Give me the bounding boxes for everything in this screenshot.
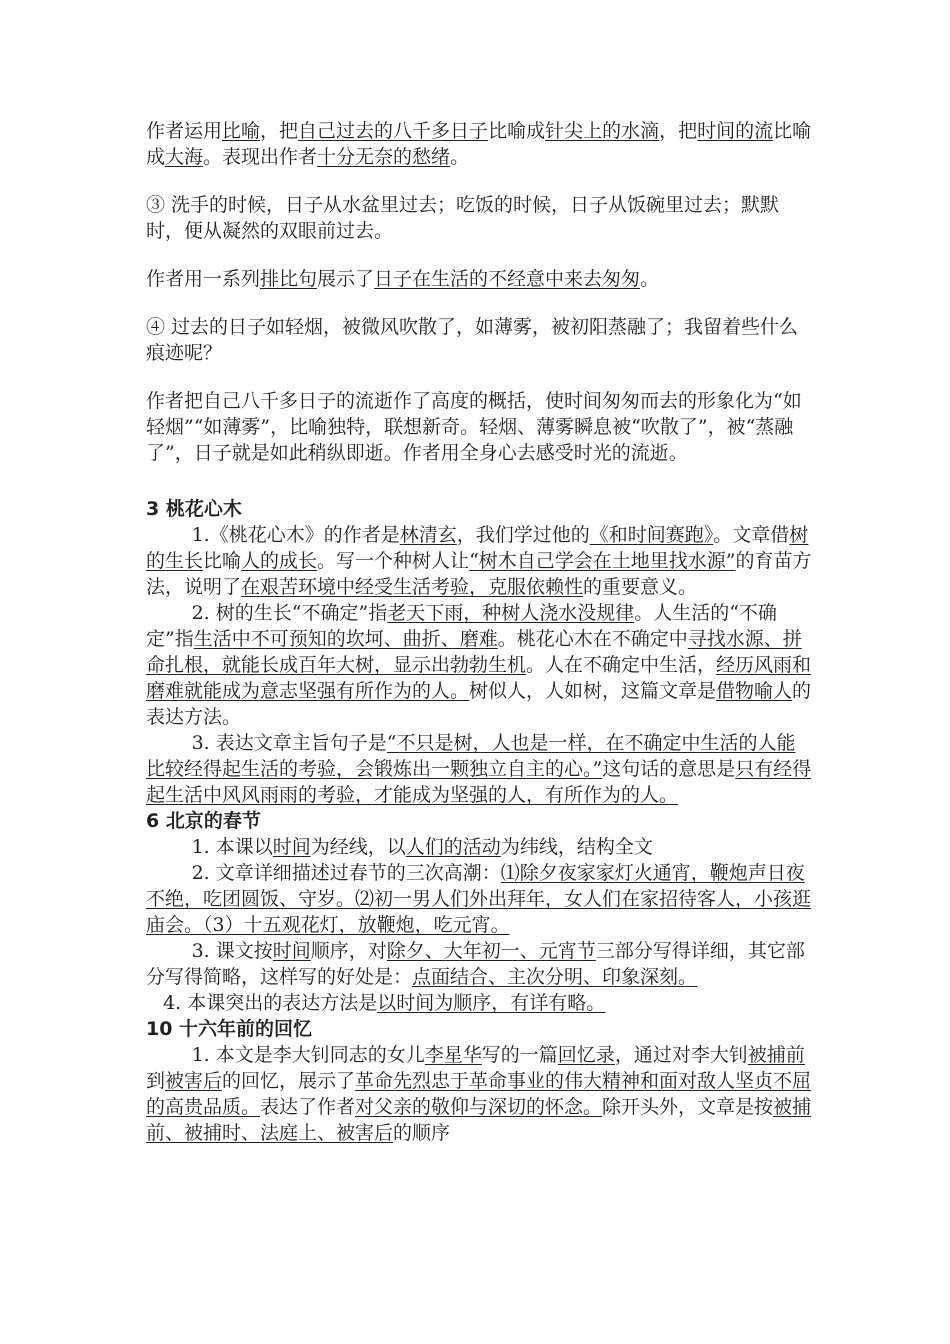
paragraph-metaphor-analysis [146,118,814,170]
underlined-text: 人们的活动 [405,836,501,858]
text: 作者用一系列 [146,268,261,290]
text: 比喻成 [488,120,546,142]
section-title: 3 桃花心木 [146,498,242,520]
underlined-text: 十分无奈的愁绪 [317,146,451,168]
paragraph-parallelism-analysis [146,266,814,292]
underlined-text: 经历风雨和磨难就能成为意志坚强有所作为的人。 [146,654,812,702]
text: 的顺序 [393,1122,451,1144]
section-title: 10 十六年前的回忆 [146,1018,313,1040]
text: 为经线，以 [310,836,406,858]
paragraph-quote-3: ③ 洗手的时候，日子从水盆里过去；吃饭的时候，日子从饭碗里过去；默默时，便从凝然的双眼前过去。 [146,194,780,242]
underlined-text: 寻找水源、拼命扎根，就能长成百年大树，显示出勃勃生机 [146,628,802,676]
paragraph-quote-4: ④ 过去的日子如轻烟，被微风吹散了，如薄雾，被初阳蒸融了；我留着些什么痕迹呢？ [146,316,799,364]
list-item [146,990,814,1016]
text: 顺序，对 [310,940,387,962]
underlined-text: 只有经得起生活中风风雨雨的考验，才能成为坚强的人，有所作为的人。 [146,758,812,806]
underlined-text: 对父亲的敬仰与深切的怀念。 [355,1096,603,1118]
underlined-text: 针尖上的水滴 [545,120,660,142]
text: 的表达方法。 [146,680,812,728]
text: 表达了作者 [260,1096,356,1118]
text: 写的一篇 [481,1044,558,1066]
text: ，把 [659,120,698,142]
text: 3. 课文按 [191,940,273,962]
section-title: 6 北京的春节 [146,810,261,832]
text: 1.《桃花心木》的作者是 [191,524,400,546]
text: 1. 本文是李大钊同志的女儿 [191,1044,425,1066]
text: 除开头外，文章是按 [602,1096,774,1118]
text: 3. 表达文章主旨句子是 [191,732,387,754]
underlined-text: 时间的流 [697,120,774,142]
document-page [146,118,814,1146]
underlined-text: 排比句 [260,268,318,290]
underlined-text: 生活中不可预知的坎坷、曲折、磨难 [193,628,498,650]
text: 三部分写得详细，其它部分写得简略，这样写的好处是： [146,940,805,988]
underlined-text: 树的生长 [146,524,809,572]
underlined-text: 林清玄 [399,524,457,546]
text: ，把 [260,120,299,142]
underlined-text: “树木自己学会在土地里找水源” [469,550,736,572]
text: 。 [450,146,470,168]
underlined-text: 《和时间赛跑》 [589,524,714,546]
text: 的重要意义。 [583,576,698,598]
underlined-text: 李星华 [424,1044,482,1066]
text: ，我们学过他的 [456,524,590,546]
text: 2. 树的生长“不确定”指 [191,602,388,624]
list-item [146,600,814,730]
section-peach-heart-wood [146,496,814,808]
underlined-text: 被捕前 [747,1044,805,1066]
text: 。桃花心木在不确定中 [497,628,688,650]
text: 的育苗方法，说明了 [146,550,812,598]
underlined-text: 时间 [272,940,311,962]
text: 展示了 [317,268,375,290]
text: 2. 文章详细描述过春节的三次高潮： [191,862,501,884]
text: 树似人，人如树，这篇文章是 [469,680,717,702]
text: 这句话的意思是 [602,758,736,780]
underlined-text: 比喻 [222,120,261,142]
text: 。人在不确定中生活， [526,654,717,676]
underlined-text: 点面结合、主次分明、印象深刻。 [412,966,698,988]
text: 比喻成 [146,120,812,168]
underlined-text: 人的成长 [241,550,318,572]
text: 作者运用 [146,120,223,142]
underlined-text: 被捕前、被捕时、法庭上、被害后 [146,1096,812,1144]
list-item [146,834,814,860]
text: 。表现出作者 [203,146,318,168]
list-item [146,1042,814,1146]
underlined-text: 大海 [165,146,204,168]
list-item [146,938,814,990]
section-sixteen-years-ago [146,1016,814,1146]
section-beijing-spring-festival [146,808,814,1016]
text: 为纬线，结构全文 [500,836,653,858]
underlined-text: 时间 [272,836,311,858]
underlined-text: 自己过去的八千多日子 [298,120,489,142]
underlined-text: 在艰苦环境中经受生活考验，克服依赖性 [241,576,584,598]
text: ，通过对李大钊 [614,1044,748,1066]
list-item [146,860,814,938]
text: 比喻 [203,550,242,572]
underlined-text: 以时间为顺序，有详有略。 [377,992,606,1014]
text: 。人生活的“不确定”指 [146,602,777,650]
list-item [146,522,814,600]
text: 的回忆，展示了 [222,1070,356,1092]
underlined-text: 老天下雨，种树人浇水没规律 [387,602,635,624]
text: 。 [640,268,660,290]
underlined-text: 革命先烈忠于革命事业的伟大精神和面对敌人坚贞不屈的高贵品质。 [146,1070,812,1118]
underlined-text: “不只是树，人也是一样，在不确定中生活的人能比较经得起生活的考验，会锻炼出一颗独立自主的心。” [146,732,796,780]
underlined-text: 被害后 [165,1070,223,1092]
underlined-text: 除夕、大年初一、元宵节 [386,940,596,962]
text: 4. 本课突出的表达方法是 [163,992,378,1014]
underlined-text: 借物喻人 [716,680,793,702]
underlined-text: ⑴除夕夜家家灯火通宵，鞭炮声日夜不绝，吃团圆饭、守岁。⑵初一男人们外出拜年，女人们在家招待客人，小孩逛庙会。（3）十五观花灯，放鞭炮，吃元宵。 [146,862,812,936]
paragraph-summary: 作者把自己八千多日子的流逝作了高度的概括，使时间匆匆而去的形象化为“如轻烟”“如薄雾”，比喻独特，联想新奇。轻烟、薄雾瞬息被“吹散了”，被“蒸融了”，日子就是如此稍纵即逝。作者用全身心去感受时光的流逝。 [146,390,802,464]
text: 。写一个种树人让 [317,550,470,572]
text: 到 [146,1070,166,1092]
text: 。文章借 [713,524,790,546]
text: 1. 本课以 [191,836,273,858]
underlined-text: 回忆录 [557,1044,615,1066]
list-item [146,730,814,808]
underlined-text: 日子在生活的不经意中来去匆匆 [374,268,641,290]
